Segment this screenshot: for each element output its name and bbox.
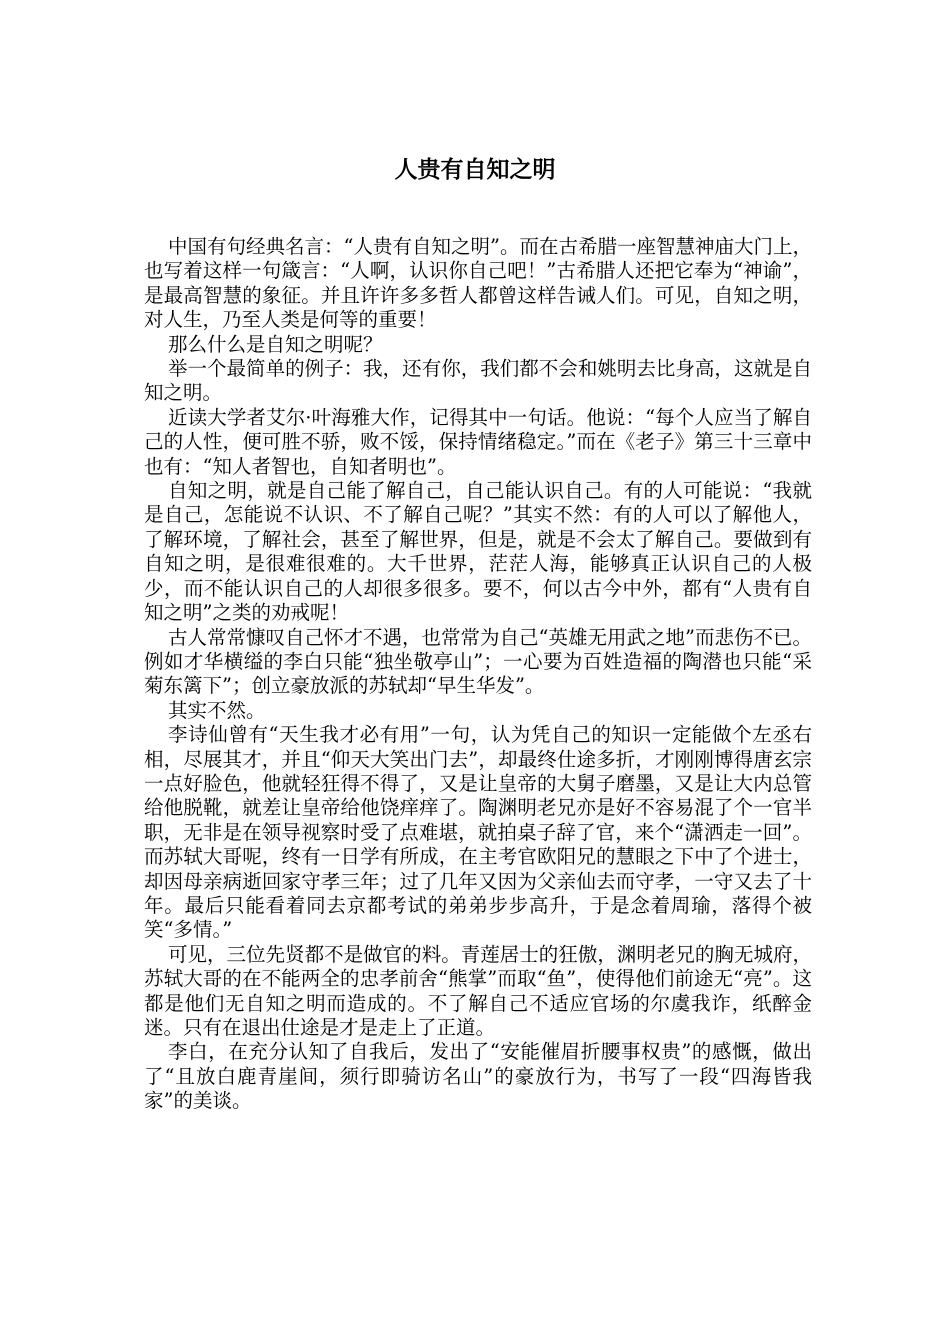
paragraph: 可见，三位先贤都不是做官的料。青莲居士的狂傲，渊明老兄的胸无城府，苏轼大哥的在不能两全的忠孝前舍“熊掌”而取“鱼”，使得他们前途无“亮”。这都是他们无自知之明而造成的。不了解自己不适应官场的尔虞我诈，纸醉金迷。只有在退出仕途是才是走上了正道。 — [144, 942, 812, 1039]
paragraph: 李白，在充分认知了自我后，发出了“安能催眉折腰事权贵”的感慨，做出了“且放白鹿青崖间，须行即骑访名山”的豪放行为，书写了一段“四海皆我家”的美谈。 — [144, 1040, 812, 1113]
document-title: 人贵有自知之明 — [394, 157, 556, 183]
paragraph: 古人常常慷叹自己怀才不遇，也常常为自己“英雄无用武之地”而悲伤不已。例如才华横缢的李白只能“独坐敬亭山”；一心要为百姓造福的陶潜也只能“采菊东篱下”；创立豪放派的苏轼却“早生华发”。 — [144, 625, 812, 698]
paragraph: 那么什么是自知之明呢？ — [168, 332, 383, 356]
document-body — [144, 235, 812, 1114]
paragraph: 其实不然。 — [168, 698, 266, 722]
paragraph: 近读大学者艾尔·叶海雅大作，记得其中一句话。他说：“每个人应当了解自己的人性，便可胜不骄，败不馁，保持情绪稳定。”而在《老子》第三十三章中也有：“知人者智也，自知者明也”。 — [144, 405, 812, 478]
paragraph: 中国有句经典名言：“人贵有自知之明”。而在古希腊一座智慧神庙大门上，也写着这样一句箴言：“人啊，认识你自己吧！”古希腊人还把它奉为“神谕”，是最高智慧的象征。并且许许多多哲人都曾这样告诫人们。可见，自知之明，对人生，乃至人类是何等的重要！ — [144, 235, 812, 332]
paragraph: 自知之明，就是自己能了解自己，自己能认识自己。有的人可能说：“我就是自己，怎能说不认识、不了解自己呢？”其实不然：有的人可以了解他人，了解环境，了解社会，甚至了解世界，但是，就是不会太了解自己。要做到有自知之明，是很难很难的。大千世界，茫茫人海，能够真正认识自己的人极少，而不能认识自己的人却很多很多。要不，何以古今中外，都有“人贵有自知之明”之类的劝戒呢！ — [144, 479, 812, 625]
paragraph: 举一个最简单的例子：我，还有你，我们都不会和姚明去比身高，这就是自知之明。 — [144, 357, 812, 405]
paragraph: 李诗仙曾有“天生我才必有用”一句，认为凭自己的知识一定能做个左丞右相，尽展其才，并且“仰天大笑出门去”，却最终仕途多折，才刚刚博得唐玄宗一点好脸色，他就轻狂得不得了，又是让皇帝的大舅子磨墨，又是让大内总管给他脱靴，就差让皇帝给他饶痒痒了。陶渊明老兄亦是好不容易混了个一官半职，无非是在领导视察时受了点难堪，就拍桌子辞了官，来个“潇洒走一回”。而苏轼大哥呢，终有一日学有所成，在主考官欧阳兄的慧眼之下中了个进士，却因母亲病逝回家守孝三年；过了几年又因为父亲仙去而守孝，一守又去了十年。最后只能看着同去京都考试的弟弟步步高升，于是念着周瑜，落得个被笑“多情。” — [144, 723, 812, 942]
